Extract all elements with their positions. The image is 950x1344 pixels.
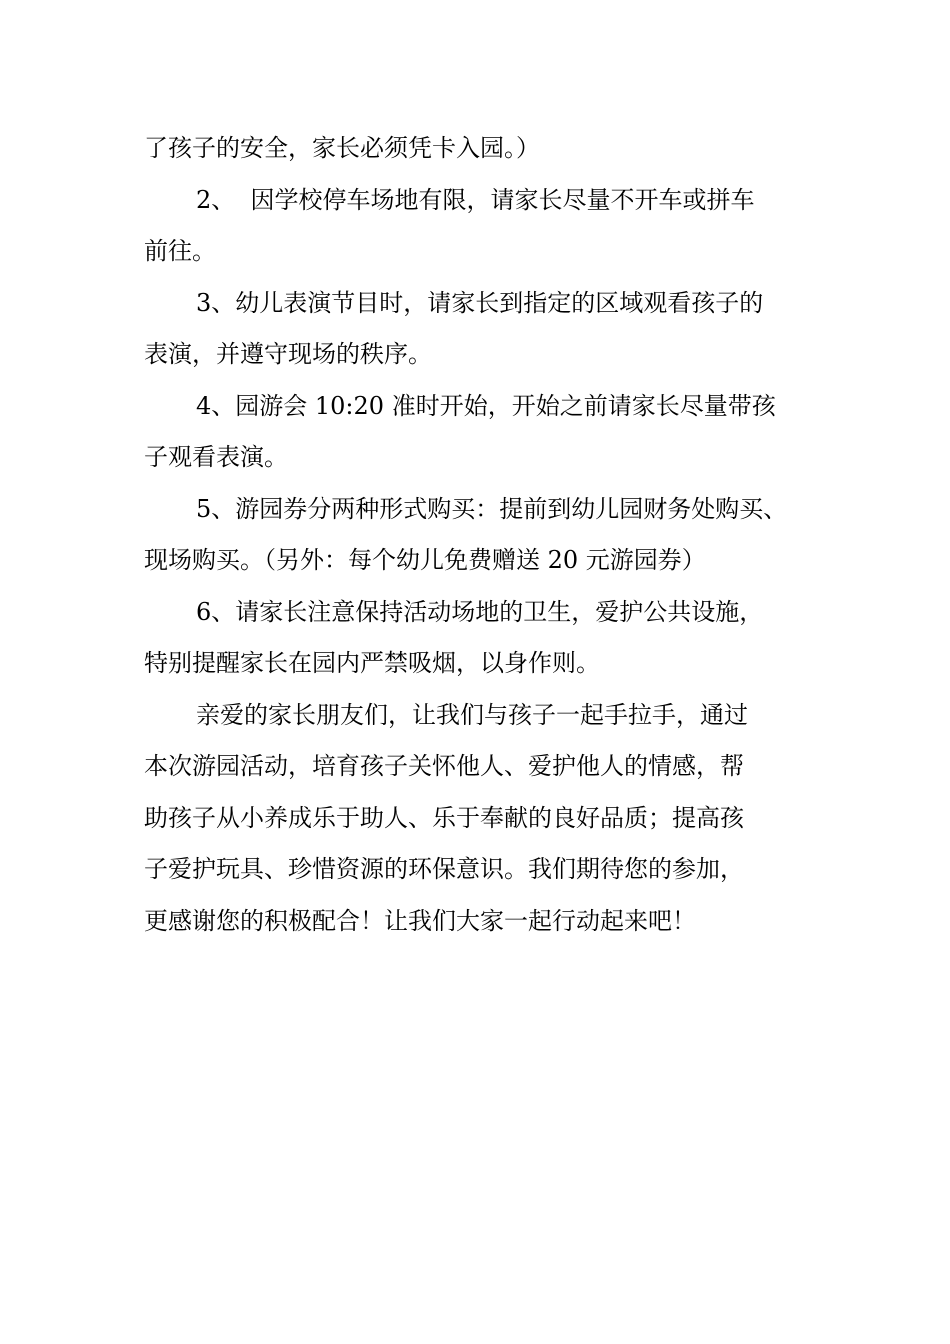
text-line: 前往。 bbox=[144, 237, 216, 265]
text-line: 3、幼儿表演节目时，请家长到指定的区域观看孩子的 bbox=[196, 288, 764, 317]
text-line: 本次游园活动，培育孩子关怀他人、爱护他人的情感，帮 bbox=[144, 752, 744, 780]
text-line: 子观看表演。 bbox=[144, 443, 288, 471]
text-line: 5、游园券分两种形式购买：提前到幼儿园财务处购买、 bbox=[196, 494, 788, 523]
text-line: 表演，并遵守现场的秩序。 bbox=[144, 340, 432, 368]
text-line: 亲爱的家长朋友们，让我们与孩子一起手拉手，通过 bbox=[196, 700, 748, 729]
text-line: 特别提醒家长在园内严禁吸烟，以身作则。 bbox=[144, 649, 600, 677]
text-line: 4、园游会 10:20 准时开始，开始之前请家长尽量带孩 bbox=[196, 391, 776, 420]
text-line: 助孩子从小养成乐于助人、乐于奉献的良好品质；提高孩 bbox=[144, 803, 744, 832]
text-line: 了孩子的安全，家长必须凭卡入园。） bbox=[144, 134, 540, 162]
text-line: 2、 因学校停车场地有限，请家长尽量不开车或拼车 bbox=[196, 185, 755, 214]
text-line: 6、请家长注意保持活动场地的卫生，爱护公共设施， bbox=[196, 597, 764, 626]
text-line: 更感谢您的积极配合！让我们大家一起行动起来吧！ bbox=[144, 906, 696, 935]
text-line: 现场购买。（另外：每个幼儿免费赠送 20 元游园券） bbox=[144, 546, 706, 574]
text-line: 子爱护玩具、珍惜资源的环保意识。我们期待您的参加， bbox=[144, 855, 744, 883]
document-body bbox=[144, 130, 834, 954]
